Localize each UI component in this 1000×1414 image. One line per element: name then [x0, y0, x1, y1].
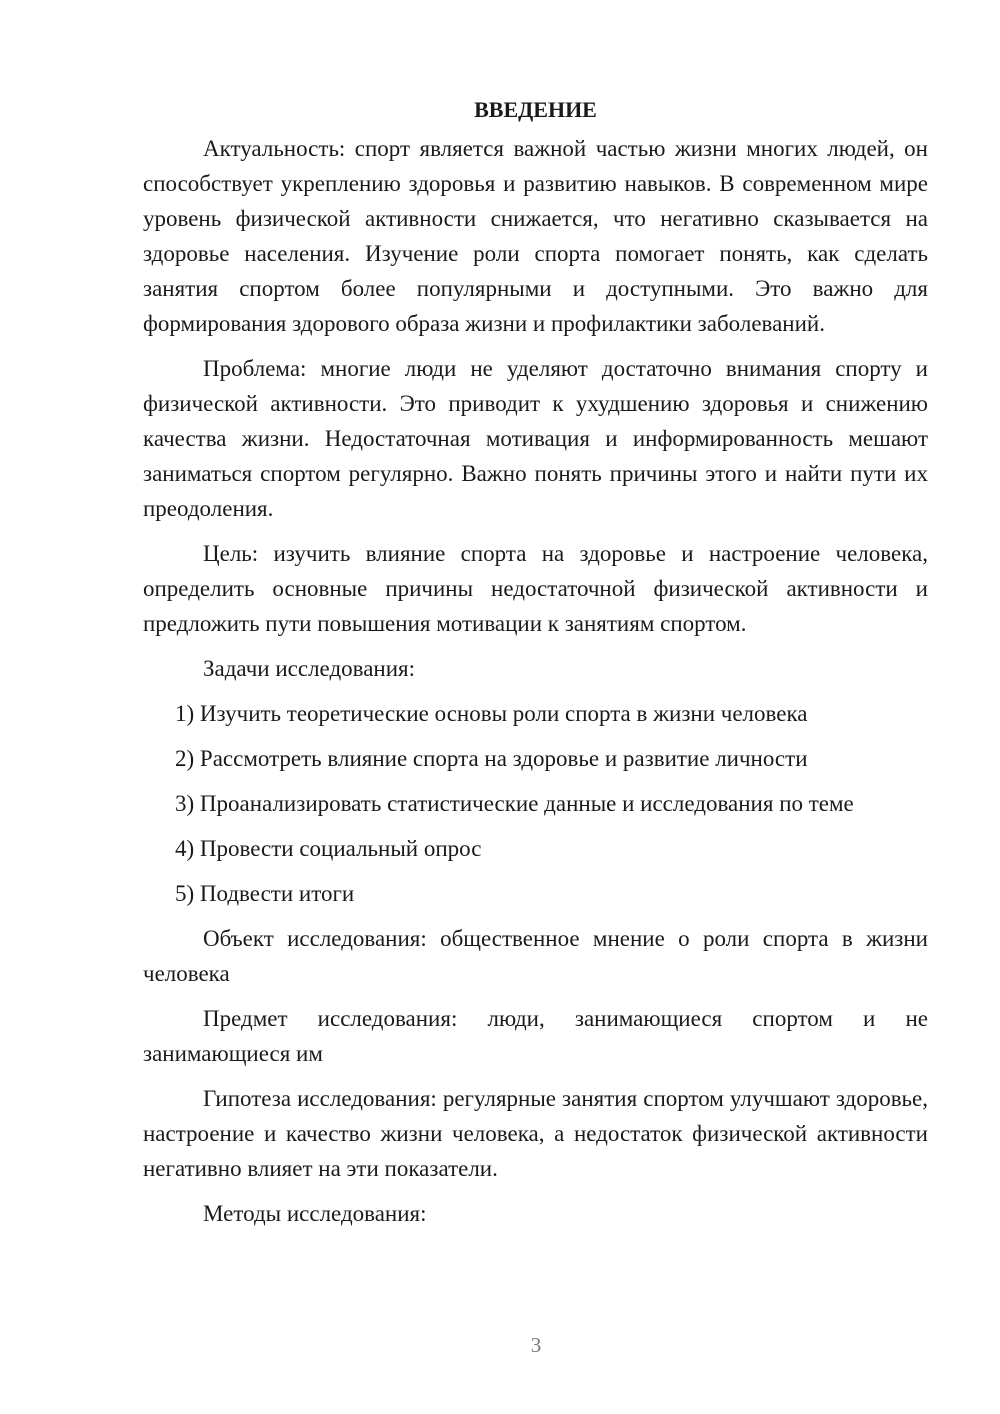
- paragraph-hypothesis: Гипотеза исследования: регулярные занятия спортом улучшают здоровье, настроение и качество жизни человека, а недостаток физической активности негативно влияет на эти показатели.: [143, 1086, 928, 1181]
- paragraph-relevance: Актуальность: спорт является важной частью жизни многих людей, он способствует укреплению здоровья и развитию навыков. В современном мире уровень физической активности снижается, что негативно сказывается на здоровье населения. Изучение роли спорта помогает понять, как сделать занятия спортом более популярными и доступными. Это важно для формирования здорового образа жизни и профилактики заболеваний.: [143, 136, 928, 336]
- paragraph-object: Объект исследования: общественное мнение о роли спорта в жизни человека: [143, 926, 928, 986]
- paragraph-goal: Цель: изучить влияние спорта на здоровье и настроение человека, определить основные причины недостаточной физической активности и предложить пути повышения мотивации к занятиям спортом.: [143, 541, 928, 636]
- task-item: 5) Подвести итоги: [175, 881, 355, 906]
- task-item: 3) Проанализировать статистические данные и исследования по теме: [175, 791, 854, 816]
- page-number: 3: [530, 1333, 542, 1357]
- task-item: 1) Изучить теоретические основы роли спорта в жизни человека: [175, 701, 808, 726]
- tasks-heading: Задачи исследования:: [203, 656, 416, 681]
- section-title: ВВЕДЕНИЕ: [474, 97, 597, 122]
- methods-heading: Методы исследования:: [203, 1201, 427, 1226]
- page-content: [143, 95, 928, 1241]
- task-item: 2) Рассмотреть влияние спорта на здоровье и развитие личности: [175, 746, 808, 771]
- paragraph-problem: Проблема: многие люди не уделяют достаточно внимания спорту и физической активности. Это приводит к ухудшению здоровья и снижению качества жизни. Недостаточная мотивация и информированность мешают заниматься спортом регулярно. Важно понять причины этого и найти пути их преодоления.: [143, 356, 928, 521]
- task-item: 4) Провести социальный опрос: [175, 836, 482, 861]
- paragraph-subject: Предмет исследования: люди, занимающиеся спортом и не занимающиеся им: [143, 1006, 928, 1066]
- tasks-list: [143, 696, 928, 911]
